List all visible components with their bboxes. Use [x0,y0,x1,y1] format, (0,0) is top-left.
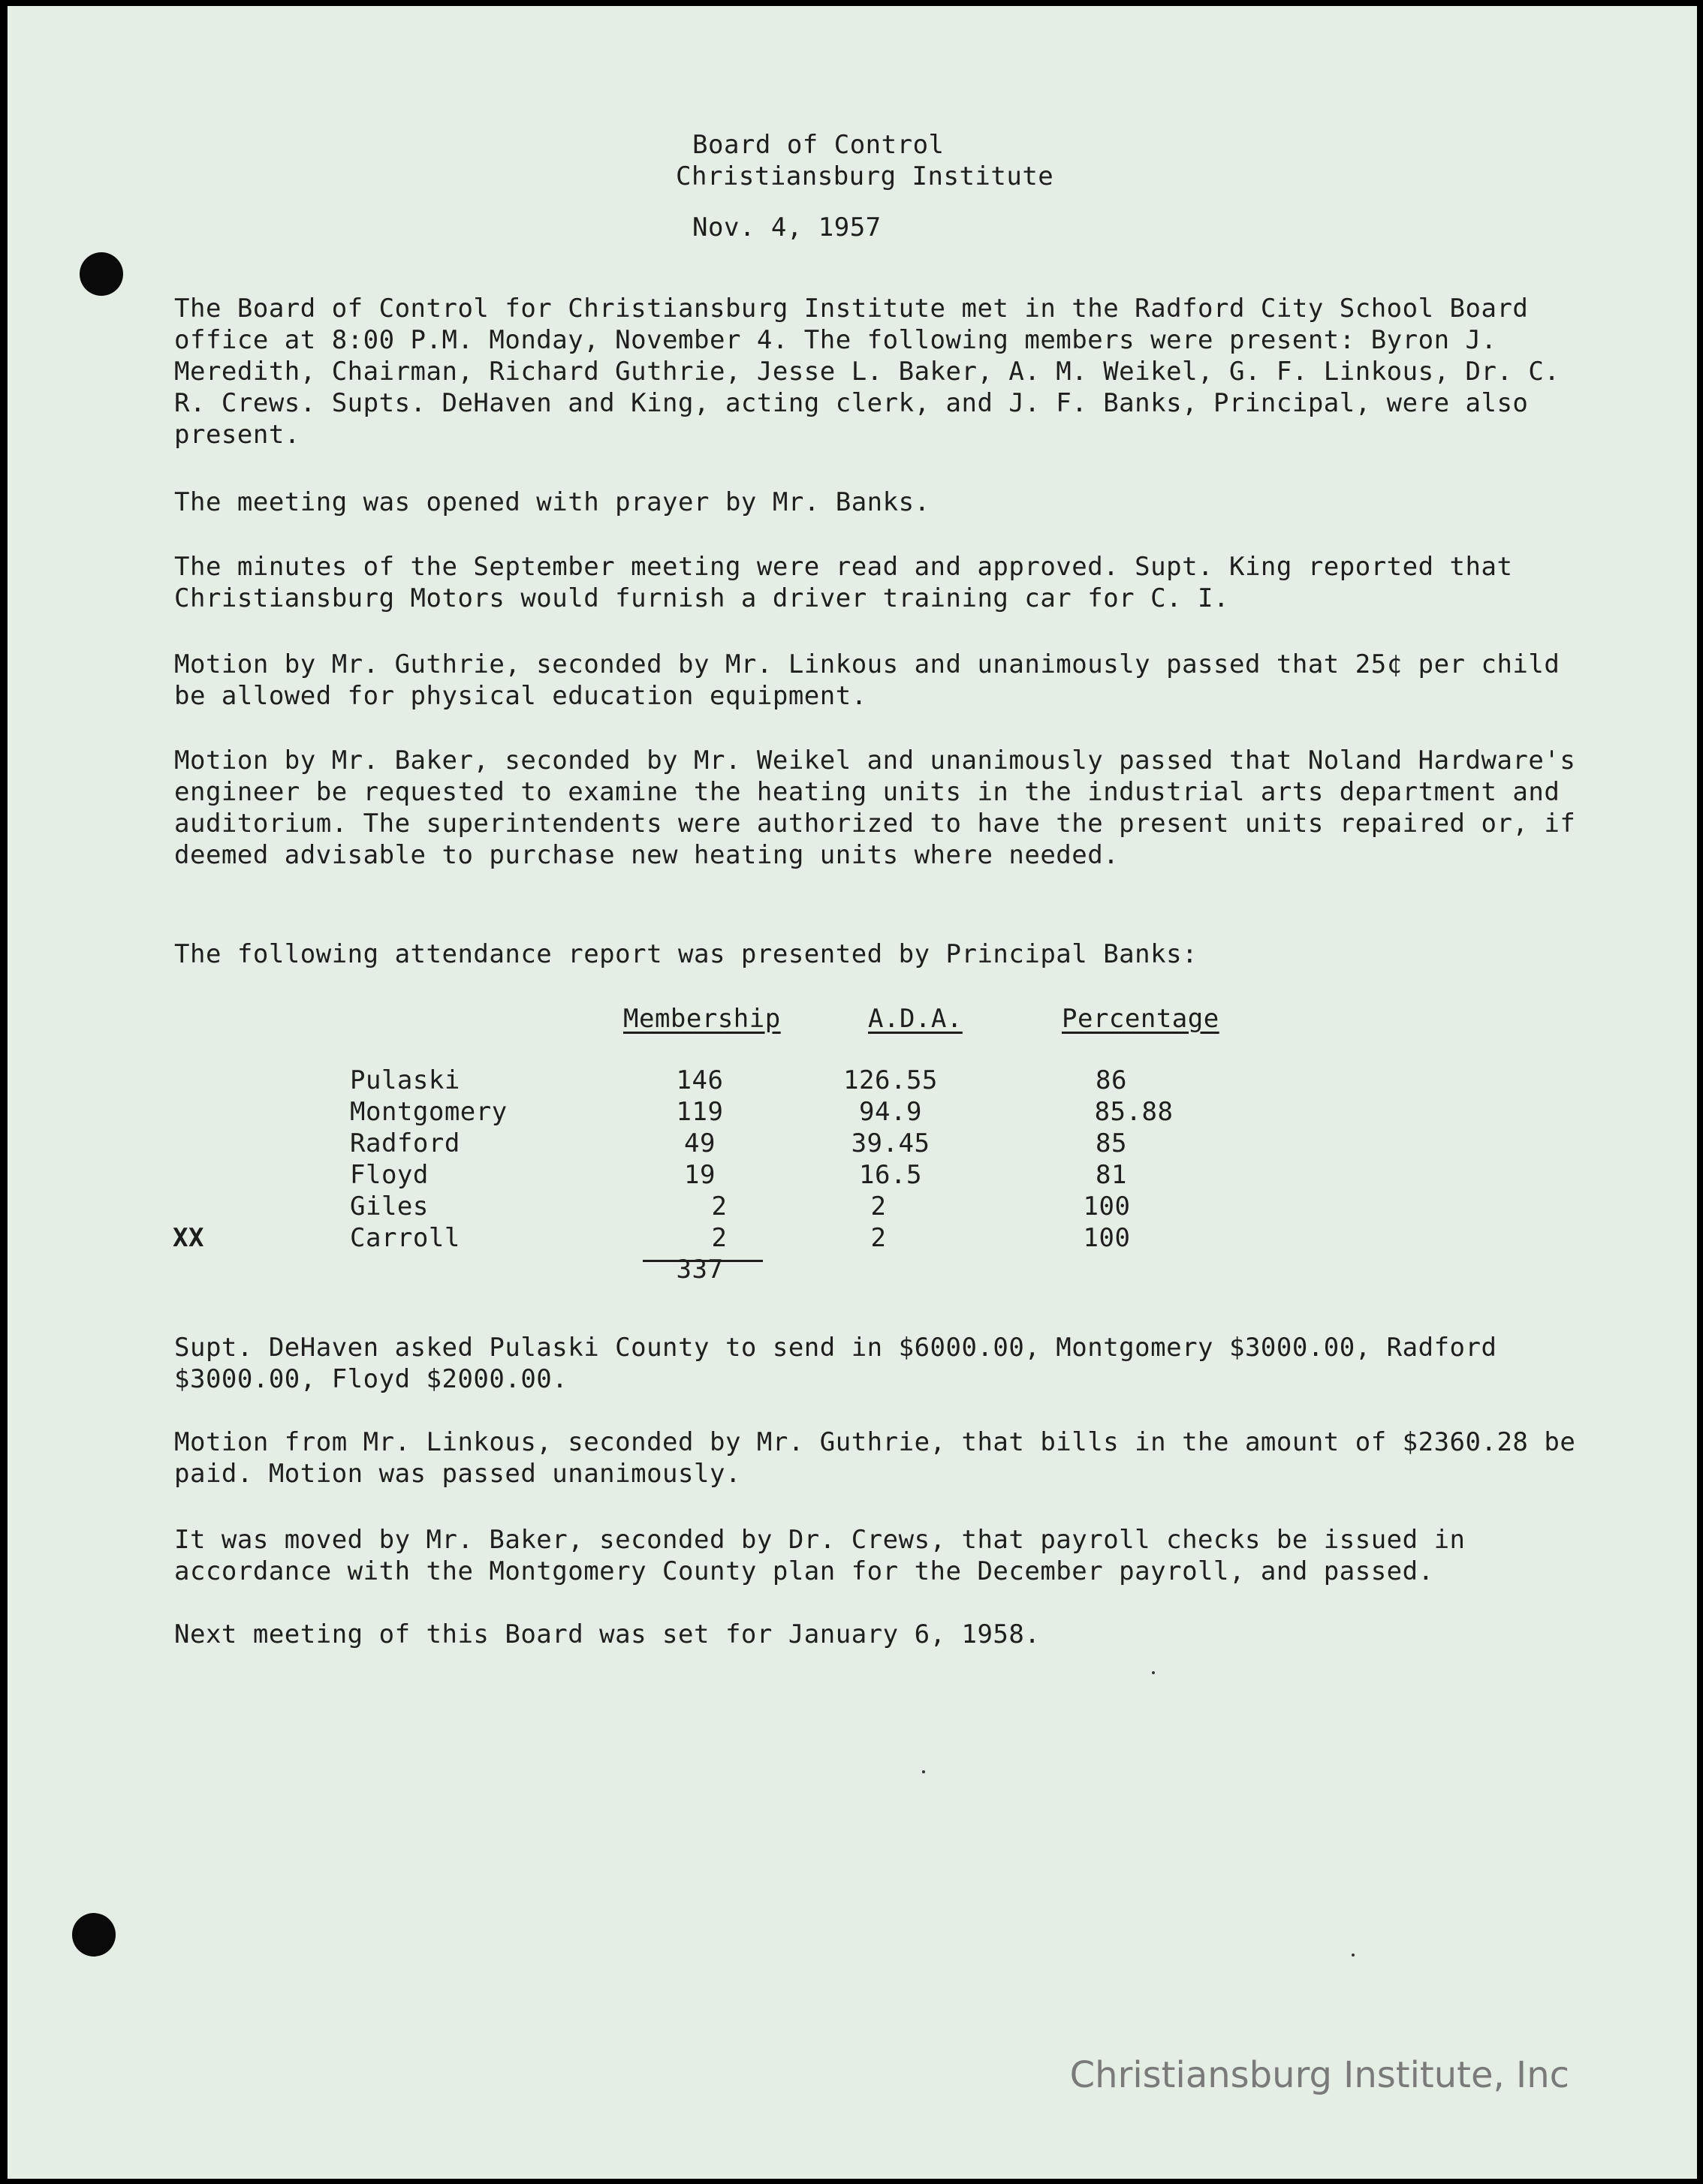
row-county: Pulaski [350,1065,460,1095]
row-ada: 2 [870,1191,887,1222]
paragraph-next-meeting: Next meeting of this Board was set for January 6, 1958. [174,1619,1041,1649]
row-ada: 126.55 [843,1065,938,1095]
paper-speck [1152,1671,1155,1674]
row-percentage: 100 [1083,1223,1131,1253]
header-institution: Christiansburg Institute [676,161,1054,191]
row-percentage: 86 [1096,1065,1127,1095]
header-ada: A.D.A. [868,1004,963,1034]
header-percentage: Percentage [1062,1004,1219,1034]
row-percentage: 100 [1083,1191,1131,1222]
row-county: Floyd [350,1160,429,1190]
paragraph-heating-motion: Motion by Mr. Baker, seconded by Mr. Weikel and unanimously passed that Noland Hardware's engineer be requested to examine the heating units in the industrial arts department and auditorium. The superintendents were authorized to have the present units repaired or, if deemed advisable to purchase new heating units where needed. [174,746,1576,870]
paragraph-attendance-intro: The following attendance report was presented by Principal Banks: [174,939,1198,969]
paragraph-prayer: The meeting was opened with prayer by Mr. Banks. [174,487,930,517]
document-page [8,6,1697,2179]
paragraph-pe-motion: Motion by Mr. Guthrie, seconded by Mr. Linkous and unanimously passed that 25¢ per child be allowed for physical education equipment. [174,649,1560,711]
row-county: Giles [350,1191,429,1222]
paragraph-attendees: The Board of Control for Christiansburg Institute met in the Radford City School Board office at 8:00 P.M. Monday, November 4. The following members were present: Byron J. Meredith, Chairman, Richard Guthrie, Jesse L. Baker, A. M. Weikel, G. F. Linkous, Dr. C. R. Crews. Supts. DeHaven and King, acting clerk, and J. F. Banks, Principal, were also present. [174,294,1560,450]
paper-speck [922,1770,925,1773]
paragraph-minutes: The minutes of the September meeting were read and approved. Supt. King reported that Christiansburg Motors would furnish a driver training car for C. I. [174,552,1513,613]
row-ada: 2 [870,1223,887,1253]
header-membership: Membership [623,1004,781,1034]
row-ada: 16.5 [859,1160,922,1190]
row-county: Montgomery [350,1097,508,1127]
paragraph-county-requests: Supt. DeHaven asked Pulaski County to send in $6000.00, Montgomery $3000.00, Radford $3000.00, Floyd $2000.00. [174,1333,1497,1394]
row-membership: 49 [684,1128,716,1158]
row-ada: 39.45 [851,1128,930,1158]
punch-hole-top [80,252,123,296]
paper-speck [1352,1954,1355,1957]
header-date: Nov. 4, 1957 [692,212,882,242]
header-title: Board of Control [692,130,945,160]
membership-total: 337 [676,1255,724,1285]
row-membership: 119 [676,1097,724,1127]
row-membership: 19 [684,1160,716,1190]
row-ada: 94.9 [859,1097,922,1127]
punch-hole-bottom [72,1913,116,1957]
paragraph-bills-motion: Motion from Mr. Linkous, seconded by Mr. Guthrie, that bills in the amount of $2360.28 be paid. Motion was passed unanimously. [174,1427,1576,1489]
row-county: Radford [350,1128,460,1158]
row-membership: 146 [676,1065,724,1095]
row-membership: 2 [711,1223,728,1253]
row-percentage: 81 [1096,1160,1127,1190]
row-percentage: 85.88 [1094,1097,1174,1127]
paragraph-payroll-motion: It was moved by Mr. Baker, seconded by Dr. Crews, that payroll checks be issued in accordance with the Montgomery County plan for the December payroll, and passed. [174,1525,1466,1586]
row-percentage: 85 [1096,1128,1127,1158]
archive-watermark: Christiansburg Institute, Inc [1069,2054,1569,2096]
row-membership: 2 [711,1191,728,1222]
row-county: Carroll [350,1223,460,1253]
strikeout-mark: XX [173,1223,204,1253]
